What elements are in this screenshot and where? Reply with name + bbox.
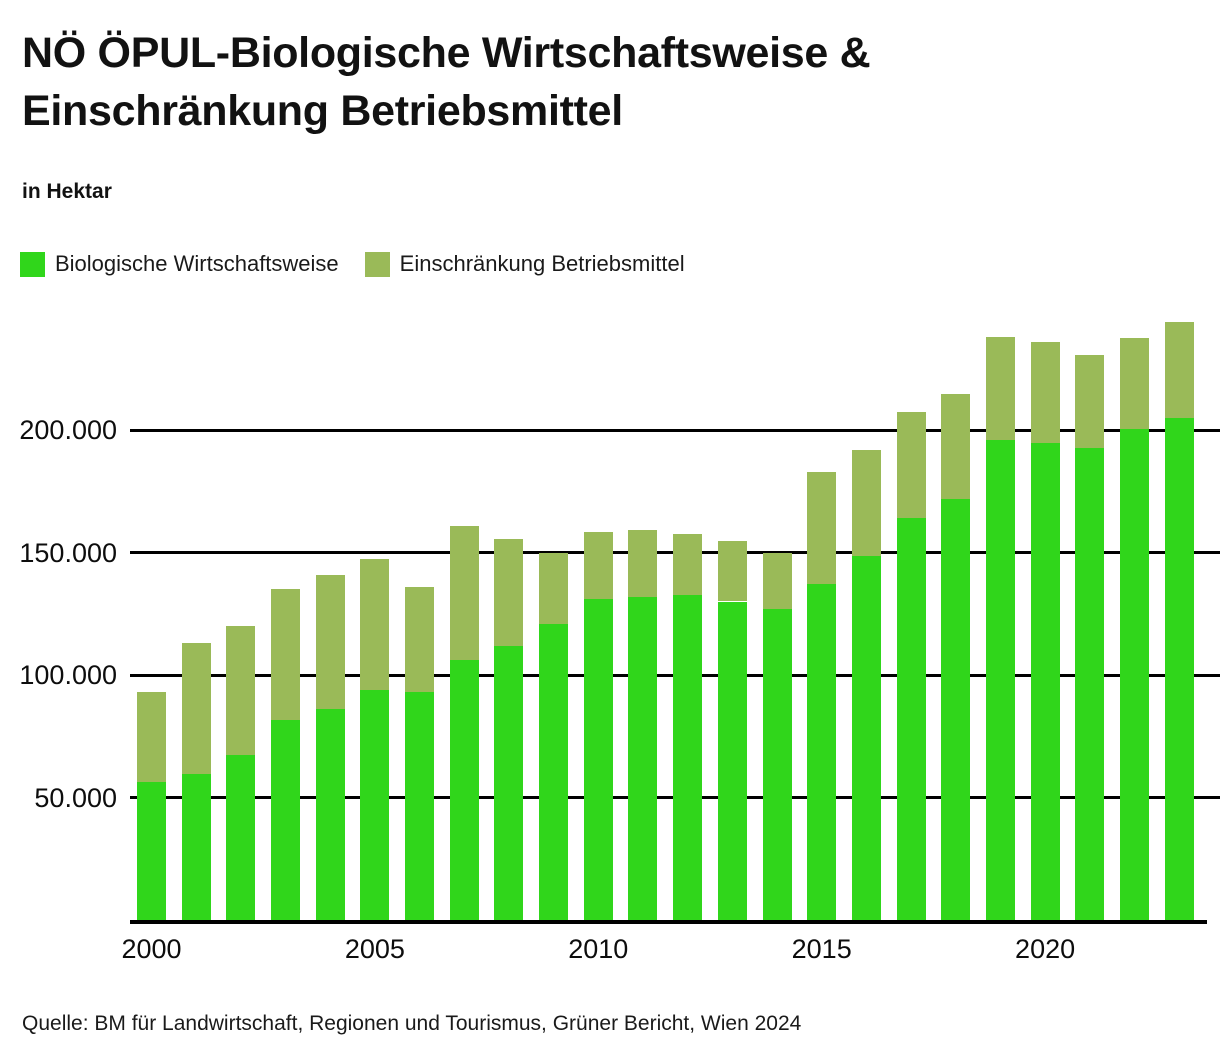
bar-2016-biologische-wirtschaftsweise bbox=[852, 556, 881, 920]
bar-2019-biologische-wirtschaftsweise bbox=[986, 440, 1015, 920]
bar-2000-biologische-wirtschaftsweise bbox=[137, 782, 166, 920]
bar-2006-einschraenkung-betriebsmittel bbox=[405, 587, 434, 692]
bar-2010-biologische-wirtschaftsweise bbox=[584, 599, 613, 920]
bar-2003-biologische-wirtschaftsweise bbox=[271, 720, 300, 920]
bar-2018-biologische-wirtschaftsweise bbox=[941, 499, 970, 920]
bar-2007-biologische-wirtschaftsweise bbox=[450, 660, 479, 920]
bar-2000-einschraenkung-betriebsmittel bbox=[137, 692, 166, 781]
bar-2004-einschraenkung-betriebsmittel bbox=[316, 575, 345, 710]
bar-2001-biologische-wirtschaftsweise bbox=[182, 774, 211, 920]
legend-label-biologische: Biologische Wirtschaftsweise bbox=[55, 251, 339, 276]
bar-2008-einschraenkung-betriebsmittel bbox=[494, 539, 523, 646]
bar-2011-einschraenkung-betriebsmittel bbox=[628, 530, 657, 596]
bar-2014-biologische-wirtschaftsweise bbox=[763, 609, 792, 920]
bar-2022-einschraenkung-betriebsmittel bbox=[1120, 338, 1149, 429]
bar-2009-einschraenkung-betriebsmittel bbox=[539, 553, 568, 624]
bar-2023-biologische-wirtschaftsweise bbox=[1165, 418, 1194, 920]
x-axis-label-2015: 2015 bbox=[791, 934, 852, 964]
bar-2005-einschraenkung-betriebsmittel bbox=[360, 559, 389, 690]
bar-2016-einschraenkung-betriebsmittel bbox=[852, 450, 881, 557]
bar-2021-biologische-wirtschaftsweise bbox=[1075, 448, 1104, 920]
x-axis-label-2010: 2010 bbox=[568, 934, 629, 964]
legend-label-einschraenkung: Einschränkung Betriebsmittel bbox=[399, 251, 685, 276]
bar-2017-biologische-wirtschaftsweise bbox=[897, 518, 926, 920]
y-axis-label-150.000: 150.000 bbox=[19, 537, 117, 568]
bar-2019-einschraenkung-betriebsmittel bbox=[986, 337, 1015, 440]
bar-2017-einschraenkung-betriebsmittel bbox=[897, 412, 926, 519]
bar-2009-biologische-wirtschaftsweise bbox=[539, 624, 568, 920]
bar-2014-einschraenkung-betriebsmittel bbox=[763, 553, 792, 609]
bar-2002-einschraenkung-betriebsmittel bbox=[226, 626, 255, 755]
x-axis-label-2005: 2005 bbox=[344, 934, 405, 964]
bar-2020-einschraenkung-betriebsmittel bbox=[1031, 342, 1060, 444]
bar-2015-biologische-wirtschaftsweise bbox=[807, 584, 836, 920]
bar-2022-biologische-wirtschaftsweise bbox=[1120, 429, 1149, 920]
bar-2001-einschraenkung-betriebsmittel bbox=[182, 643, 211, 774]
y-axis-label-200.000: 200.000 bbox=[19, 415, 117, 445]
bar-2004-biologische-wirtschaftsweise bbox=[316, 709, 345, 920]
bar-2002-biologische-wirtschaftsweise bbox=[226, 755, 255, 920]
bar-2011-biologische-wirtschaftsweise bbox=[628, 597, 657, 920]
bar-2023-einschraenkung-betriebsmittel bbox=[1165, 322, 1194, 418]
bar-2018-einschraenkung-betriebsmittel bbox=[941, 394, 970, 498]
bar-2021-einschraenkung-betriebsmittel bbox=[1075, 355, 1104, 448]
bar-2006-biologische-wirtschaftsweise bbox=[405, 692, 434, 920]
y-axis-label-50.000: 50.000 bbox=[34, 782, 117, 813]
bar-2007-einschraenkung-betriebsmittel bbox=[450, 526, 479, 661]
bar-2013-biologische-wirtschaftsweise bbox=[718, 602, 747, 921]
x-axis-label-2020: 2020 bbox=[1015, 934, 1076, 964]
bar-2008-biologische-wirtschaftsweise bbox=[494, 646, 523, 920]
chart-title-line1: NÖ ÖPUL-Biologische Wirtschaftsweise & bbox=[22, 29, 871, 77]
chart-subtitle: in Hektar bbox=[22, 180, 112, 203]
x-axis-label-2000: 2000 bbox=[121, 934, 182, 964]
bar-2015-einschraenkung-betriebsmittel bbox=[807, 472, 836, 585]
bar-2020-biologische-wirtschaftsweise bbox=[1031, 443, 1060, 920]
bar-2012-biologische-wirtschaftsweise bbox=[673, 595, 702, 920]
bar-2010-einschraenkung-betriebsmittel bbox=[584, 532, 613, 599]
y-axis-label-100.000: 100.000 bbox=[19, 660, 117, 690]
bar-2012-einschraenkung-betriebsmittel bbox=[673, 534, 702, 595]
chart-title-line2: Einschränkung Betriebsmittel bbox=[22, 87, 623, 135]
source-note: Quelle: BM für Landwirtschaft, Regionen und Tourismus, Grüner Bericht, Wien 2024 bbox=[22, 1012, 802, 1035]
bar-2005-biologische-wirtschaftsweise bbox=[360, 690, 389, 920]
x-axis-line bbox=[130, 920, 1207, 924]
bar-2013-einschraenkung-betriebsmittel bbox=[718, 541, 747, 601]
bar-2003-einschraenkung-betriebsmittel bbox=[271, 589, 300, 720]
